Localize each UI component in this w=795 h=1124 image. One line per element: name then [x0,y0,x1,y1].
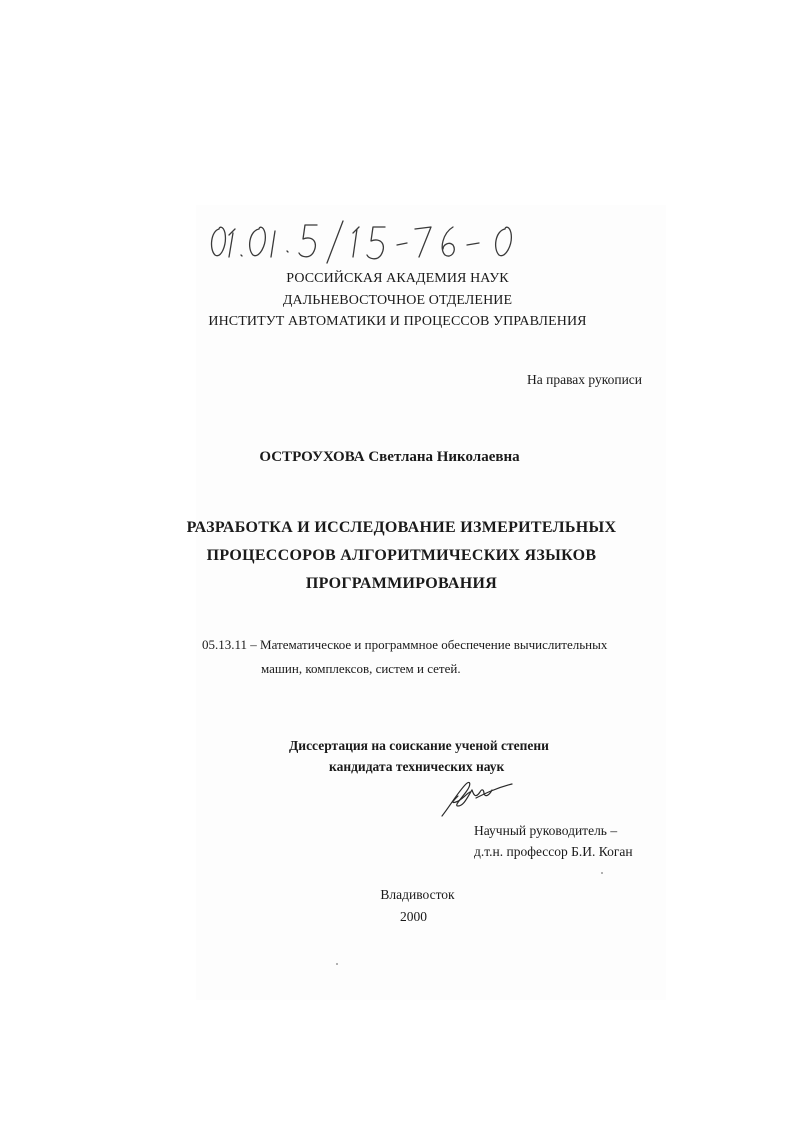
city: Владивосток [380,887,455,902]
supervisor-label: Научный руководитель – [474,823,618,838]
title-line-2: ПРОЦЕССОРОВ АЛГОРИТМИЧЕСКИХ ЯЗЫКОВ [206,547,597,564]
manuscript-note: На правах рукописи [527,372,643,387]
scan-speck [336,963,338,965]
supervisor-name: д.т.н. профессор Б.И. Коган [474,844,633,859]
title-line-1: РАЗРАБОТКА И ИССЛЕДОВАНИЕ ИЗМЕРИТЕЛЬНЫХ [186,519,617,536]
specialty-line-1: 05.13.11 – Математическое и программное обеспечение вычислительных [202,637,608,652]
signature [436,776,516,820]
org-institute: ИНСТИТУТ АВТОМАТИКИ И ПРОЦЕССОВ УПРАВЛЕНИЯ [208,314,587,329]
degree-line-1: Диссертация на соискание ученой степени [289,738,549,753]
degree-line-2: кандидата технических наук [329,759,505,774]
title-line-3: ПРОГРАММИРОВАНИЯ [305,575,498,592]
author-name: ОСТРОУХОВА Светлана Николаевна [259,449,520,465]
specialty-line-2: машин, комплексов, систем и сетей. [261,661,461,676]
org-branch: ДАЛЬНЕВОСТОЧНОЕ ОТДЕЛЕНИЕ [282,293,513,308]
year: 2000 [400,909,427,924]
scan-speck [601,872,603,874]
handwritten-catalog-code [205,215,535,265]
org-academy: РОССИЙСКАЯ АКАДЕМИЯ НАУК [286,271,509,286]
